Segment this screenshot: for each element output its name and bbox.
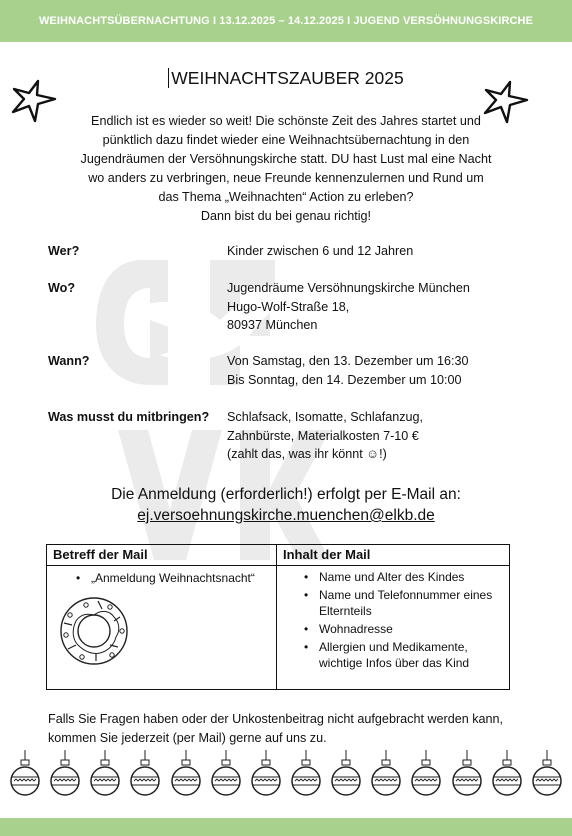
intro-line: pünktlich dazu findet wieder eine Weihnachtsübernachtung in den bbox=[102, 133, 470, 147]
info-line: Von Samstag, den 13. Dezember um 16:30 bbox=[227, 354, 469, 368]
intro-line: Endlich ist es wieder so weit! Die schönste Zeit des Jahres startet und bbox=[91, 114, 481, 128]
list-item: • Name und Alter des Kindes bbox=[302, 569, 508, 585]
table-header-subject: Betreff der Mail bbox=[53, 547, 148, 562]
intro-line: Jugendräumen der Versöhnungskirche statt. DU hast Lust mal eine Nacht bbox=[80, 152, 492, 166]
page-title: WEIHNACHTSZAUBER 2025 bbox=[0, 68, 572, 89]
subject-list bbox=[74, 570, 274, 588]
intro-line: das Thema „Weihnachten“ Action zu erleben? bbox=[158, 190, 414, 204]
christmas-ornament-icon bbox=[411, 750, 441, 800]
christmas-ornament-icon bbox=[492, 750, 522, 800]
registration-email-link[interactable]: ej.versoehnungskirche.muenchen@elkb.de bbox=[137, 507, 435, 524]
list-item: • Allergien und Medikamente, wichtige Infos über das Kind bbox=[302, 639, 508, 671]
list-item: • Wohnadresse bbox=[302, 621, 508, 637]
info-line: Bis Sonntag, den 14. Dezember um 10:00 bbox=[227, 372, 462, 387]
content-list bbox=[302, 569, 508, 673]
header-banner: WEIHNACHTSÜBERNACHTUNG I 13.12.2025 – 14.12.2025 I JUGEND VERSÖHNUNGSKIRCHE bbox=[0, 0, 572, 42]
christmas-ornament-icon bbox=[371, 750, 401, 800]
info-line: Kinder zwischen 6 und 12 Jahren bbox=[227, 244, 414, 258]
info-line: 80937 München bbox=[227, 318, 318, 332]
christmas-ornament-icon bbox=[10, 750, 40, 800]
christmas-ornament-icon bbox=[171, 750, 201, 800]
info-line: Jugendräume Versöhnungskirche München bbox=[227, 281, 470, 295]
christmas-ornament-icon bbox=[452, 750, 482, 800]
info-line: Schlafsack, Isomatte, Schlafanzug, bbox=[227, 410, 424, 424]
christmas-ornament-icon bbox=[532, 750, 562, 800]
table-divider bbox=[276, 545, 277, 689]
christmas-ornament-icon bbox=[251, 750, 281, 800]
ornament-row bbox=[10, 750, 562, 802]
info-label-wann: Wann? bbox=[48, 354, 90, 368]
intro-line: Dann bist du bei genau richtig! bbox=[200, 209, 372, 223]
info-value-wo bbox=[227, 279, 470, 335]
info-label-wer: Wer? bbox=[48, 244, 80, 258]
list-item: • „Anmeldung Weihnachtsnacht“ bbox=[74, 570, 274, 586]
info-value-wer bbox=[227, 242, 413, 261]
intro-text bbox=[40, 112, 532, 226]
info-line: Zahnbürste, Materialkosten 7-10 € bbox=[227, 428, 419, 443]
christmas-ornament-icon bbox=[90, 750, 120, 800]
christmas-ornament-icon bbox=[50, 750, 80, 800]
christmas-ornament-icon bbox=[211, 750, 241, 800]
list-item: • Name und Telefonnummer eines Elternteils bbox=[302, 587, 508, 619]
table-header-content: Inhalt der Mail bbox=[283, 547, 371, 562]
info-line: Hugo-Wolf-Straße 18, bbox=[227, 299, 350, 314]
intro-line: wo anders zu verbringen, neue Freunde kennenzulernen und Rund um bbox=[88, 171, 484, 185]
wreath-icon bbox=[58, 595, 130, 667]
info-label-wo: Wo? bbox=[48, 281, 76, 295]
footer-bar bbox=[0, 818, 572, 836]
info-value-wann bbox=[227, 352, 469, 389]
info-value-mitbringen bbox=[227, 408, 423, 464]
footer-note: Falls Sie Fragen haben oder der Unkostenbeitrag nicht aufgebracht werden kann, kommen Sie jederzeit (per Mail) gerne auf uns zu. bbox=[48, 712, 504, 745]
christmas-ornament-icon bbox=[291, 750, 321, 800]
christmas-ornament-icon bbox=[130, 750, 160, 800]
table-divider bbox=[47, 565, 509, 566]
info-line: (zahlt das, was ihr könnt ☺!) bbox=[227, 447, 387, 461]
info-label-mitbringen: Was musst du mitbringen? bbox=[48, 410, 210, 424]
registration-text: Die Anmeldung (erforderlich!) erfolgt per E-Mail an: bbox=[111, 486, 461, 503]
christmas-ornament-icon bbox=[331, 750, 361, 800]
